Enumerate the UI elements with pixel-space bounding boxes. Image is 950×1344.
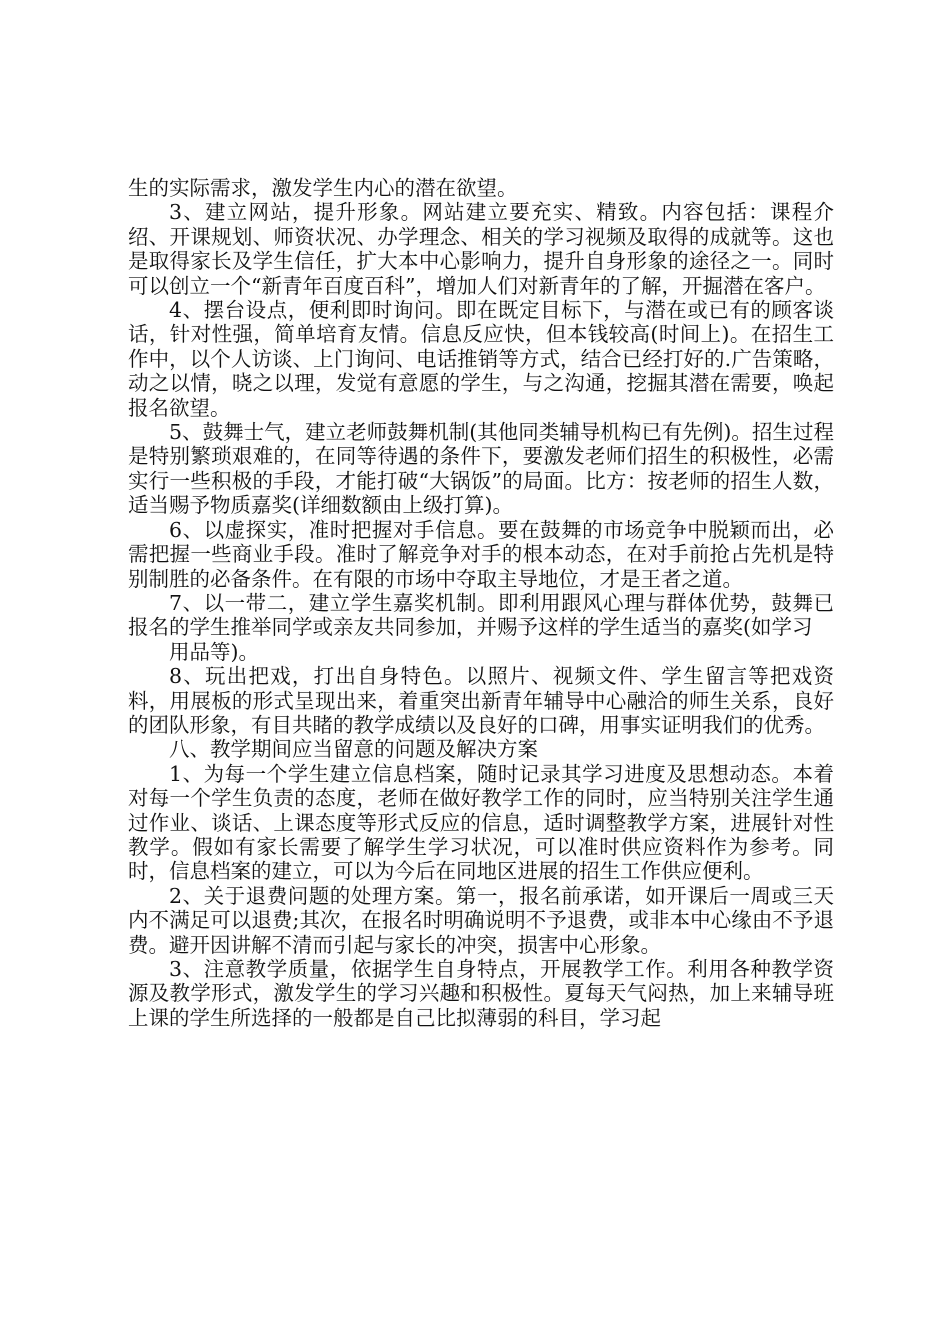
- paragraph-item-5-morale: 5、鼓舞士气，建立老师鼓舞机制(其他同类辅导机构已有先例)。招生过程是特别繁琐艰难的，在同等待遇的条件下，要激发老师们招生的积极性，必需实行一些积极的手段，才能打破“大锅饭”的局面。比方：按老师的招生人数，适当赐予物质嘉奖(详细数额由上级打算)。: [128, 420, 834, 518]
- paragraph-continuation: 生的实际需求，激发学生内心的潜在欲望。: [128, 176, 518, 200]
- paragraph-item-7-referral-reward: 7、以一带二，建立学生嘉奖机制。即利用跟风心理与群体优势，鼓舞已报名的学生推举同学或亲友共同参加，并赐予这样的学生适当的嘉奖(如学习: [128, 590, 834, 640]
- document-page: [128, 176, 834, 1030]
- paragraph-item-7-continuation: 用品等)。: [169, 639, 259, 664]
- paragraph-item-2-refund: 2、关于退费问题的处理方案。第一，报名前承诺，如开课后一周或三天内不满足可以退费;其次，在报名时明确说明不予退费，或非本中心缘由不予退费。避开因讲解不清而引起与家长的冲突，损害中心形象。: [128, 883, 834, 957]
- paragraph-item-6-competitor-info: 6、以虚探实，准时把握对手信息。要在鼓舞的市场竞争中脱颖而出，必需把握一些商业手段。准时了解竞争对手的根本动态，在对手前抢占先机是特别制胜的必备条件。在有限的市场中夺取主导地位，才是王者之道。: [128, 517, 834, 591]
- paragraph-item-1-student-records: 1、为每一个学生建立信息档案，随时记录其学习进度及思想动态。本着对每一个学生负责的态度，老师在做好教学工作的同时，应当特别关注学生通过作业、谈话、上课态度等形式反应的信息，适时调整教学方案，进展针对性教学。假如有家长需要了解学生学习状况，可以准时供应资料作为参考。同时，信息档案的建立，可以为今后在同地区进展的招生工作供应便利。: [128, 761, 834, 884]
- paragraph-item-4-booth: 4、摆台设点，便利即时询问。即在既定目标下，与潜在或已有的顾客谈话，针对性强，简单培育友情。信息反应快，但本钱较高(时间上)。在招生工作中，以个人访谈、上门询问、电话推销等方式，结合已经打好的.广告策略，动之以情，晓之以理，发觉有意愿的学生，与之沟通，挖掘其潜在需要，唤起报名欲望。: [128, 298, 834, 420]
- paragraph-item-3-website: 3、建立网站，提升形象。网站建立要充实、精致。内容包括：课程介绍、开课规划、师资状况、办学理念、相关的学习视频及取得的成就等。这也是取得家长及学生信任，扩大本中心影响力，提升自身形象的途径之一。同时可以创立一个“新青年百度百科”，增加人们对新青年的了解，开掘潜在客户。: [128, 200, 834, 298]
- section-heading-eight: 八、教学期间应当留意的问题及解决方案: [169, 737, 538, 762]
- paragraph-item-8-features: 8、玩出把戏，打出自身特色。以照片、视频文件、学生留言等把戏资料，用展板的形式呈现出来，着重突出新青年辅导中心融洽的师生关系，良好的团队形象，有目共睹的教学成绩以及良好的口碑，用事实证明我们的优秀。: [128, 664, 834, 737]
- paragraph-item-3-teaching-quality: 3、注意教学质量，依据学生自身特点，开展教学工作。利用各种教学资源及教学形式，激发学生的学习兴趣和积极性。夏每天气闷热，加上来辅导班上课的学生所选择的一般都是自己比拟薄弱的科目，学习起: [128, 957, 834, 1030]
